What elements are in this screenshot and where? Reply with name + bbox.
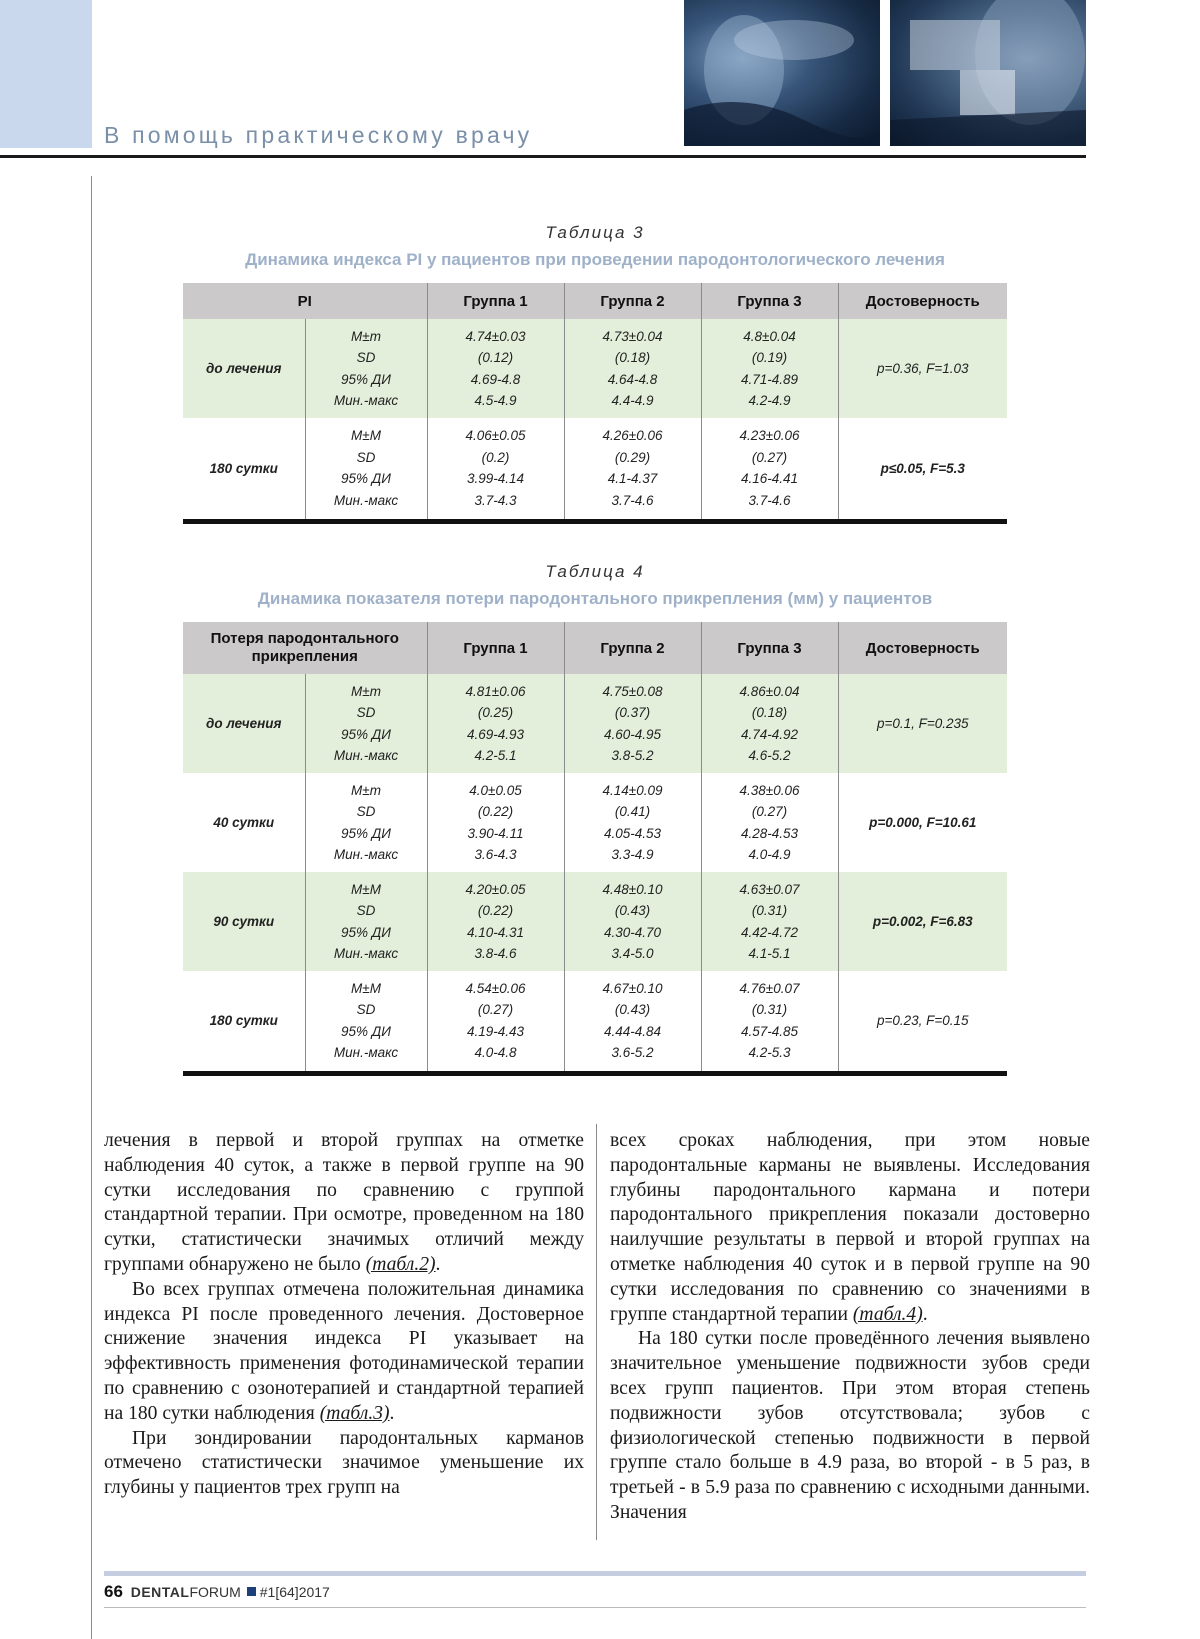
table4-title: Динамика показателя потери пародонтального прикрепления (мм) у пациентов <box>257 589 933 608</box>
stat-labels: M±m SD 95% ДИ Мин.-макс <box>305 773 427 872</box>
row-label: до лечения <box>183 319 305 418</box>
table4 <box>183 622 1007 1076</box>
table4-header-group1: Группа 1 <box>427 622 564 674</box>
issue-number: #1[64]2017 <box>259 1584 330 1600</box>
significance-value: p=0.23, F=0.15 <box>838 971 1007 1073</box>
table3-caption: Таблица 3 <box>545 223 645 242</box>
table3-header-group1: Группа 1 <box>427 283 564 319</box>
group3-values: 4.8±0.04 (0.19) 4.71-4.89 4.2-4.9 <box>701 319 838 418</box>
table-row <box>183 319 1007 418</box>
column-divider <box>596 1124 597 1540</box>
table3-header-param: PI <box>183 283 427 319</box>
group1-values: 4.81±0.06 (0.25) 4.69-4.93 4.2-5.1 <box>427 674 564 773</box>
group3-values: 4.23±0.06 (0.27) 4.16-4.41 3.7-4.6 <box>701 418 838 521</box>
header-rule <box>0 155 1086 158</box>
significance-value: p=0.36, F=1.03 <box>838 319 1007 418</box>
section-title: В помощь практическому врачу <box>104 122 533 148</box>
stat-labels: M±m SD 95% ДИ Мин.-макс <box>305 674 427 773</box>
stat-labels: M±M SD 95% ДИ Мин.-макс <box>305 971 427 1073</box>
body-column-right <box>610 1129 1090 1526</box>
table-row <box>183 773 1007 872</box>
journal-brand-bold: DENTAL <box>130 1584 190 1600</box>
table-reference-link[interactable]: (табл.4) <box>852 1303 923 1325</box>
table-row <box>183 872 1007 971</box>
table-row <box>183 674 1007 773</box>
footer-rule <box>104 1607 1086 1608</box>
group1-values: 4.0±0.05 (0.22) 3.90-4.11 3.6-4.3 <box>427 773 564 872</box>
group3-values: 4.76±0.07 (0.31) 4.57-4.85 4.2-5.3 <box>701 971 838 1073</box>
significance-value: p≤0.05, F=5.3 <box>838 418 1007 521</box>
header-photo-right <box>890 0 1086 146</box>
table4-caption: Таблица 4 <box>545 562 645 581</box>
table4-header-param: Потеря пародонтального прикрепления <box>183 622 427 674</box>
table-row <box>183 418 1007 521</box>
table4-header-row <box>183 622 1007 674</box>
paragraph: Во всех группах отмечена положительная динамика индекса PI после проведенного лечения. Достоверное снижение значения индекса PI указывает на эффективность применения фотодинамической терапии по сравнению с озонотерапией и стандартной терапией на 180 сутки наблюдения (табл.3). <box>104 1278 584 1424</box>
table3 <box>183 283 1007 524</box>
footer-band <box>104 1571 1086 1576</box>
group3-values: 4.86±0.04 (0.18) 4.74-4.92 4.6-5.2 <box>701 674 838 773</box>
group2-values: 4.48±0.10 (0.43) 4.30-4.70 3.4-5.0 <box>564 872 701 971</box>
group2-values: 4.14±0.09 (0.41) 4.05-4.53 3.3-4.9 <box>564 773 701 872</box>
group2-values: 4.73±0.04 (0.18) 4.64-4.8 4.4-4.9 <box>564 319 701 418</box>
table3-header-group3: Группа 3 <box>701 283 838 319</box>
group2-values: 4.26±0.06 (0.29) 4.1-4.37 3.7-4.6 <box>564 418 701 521</box>
left-margin-rule <box>91 176 92 1639</box>
journal-brand-regular: FORUM <box>189 1584 241 1600</box>
table3-title: Динамика индекса PI у пациентов при проведении пародонтологического лечения <box>245 250 945 269</box>
row-label: 180 сутки <box>183 971 305 1073</box>
significance-value: p=0.000, F=10.61 <box>838 773 1007 872</box>
table3-header-group2: Группа 2 <box>564 283 701 319</box>
row-label: 90 сутки <box>183 872 305 971</box>
header-photo-left <box>684 0 880 146</box>
row-label: 180 сутки <box>183 418 305 521</box>
row-label: 40 сутки <box>183 773 305 872</box>
group2-values: 4.67±0.10 (0.43) 4.44-4.84 3.6-5.2 <box>564 971 701 1073</box>
table4-header-significance: Достоверность <box>838 622 1007 674</box>
row-label: до лечения <box>183 674 305 773</box>
significance-value: p=0.1, F=0.235 <box>838 674 1007 773</box>
paragraph: На 180 сутки после проведённого лечения выявлено значительное уменьшение подвижности зубов среди всех групп пациентов. При этом вторая степень подвижности зубов отсутствовала; зубов с физиологической степенью подвижности в первой группе стало больше в 4.9 раза, во второй - в 5 раз, в третьей - в 5.9 раза по сравнению с исходными данными. Значения <box>610 1328 1090 1523</box>
paragraph: лечения в первой и второй группах на отметке наблюдения 40 суток, а также в первой группе на 90 сутки исследования по сравнению с группой стандартной терапии. При осмотре, проведенном на 180 сутки, статистически значимых отличий между группами обнаружено не было (табл.2). <box>104 1130 584 1275</box>
group3-values: 4.63±0.07 (0.31) 4.42-4.72 4.1-5.1 <box>701 872 838 971</box>
stat-labels: M±M SD 95% ДИ Мин.-макс <box>305 418 427 521</box>
table3-header-row <box>183 283 1007 319</box>
page-number: 66 <box>104 1582 123 1601</box>
paragraph: всех сроках наблюдения, при этом новые пародонтальные карманы не выявлены. Исследования глубины пародонтального кармана и потери пародонтального прикрепления показали достоверно наилучшие результаты в первой и второй группах на отметке наблюдения 40 суток и в первой группе на 90 сутки исследования по сравнению со значениями в группе стандартной терапии (табл.4). <box>610 1130 1090 1325</box>
header-color-block <box>0 0 92 148</box>
group1-values: 4.20±0.05 (0.22) 4.10-4.31 3.8-4.6 <box>427 872 564 971</box>
body-column-left <box>104 1129 584 1501</box>
stat-labels: M±M SD 95% ДИ Мин.-макс <box>305 872 427 971</box>
significance-value: p=0.002, F=6.83 <box>838 872 1007 971</box>
stat-labels: M±m SD 95% ДИ Мин.-макс <box>305 319 427 418</box>
table-row <box>183 971 1007 1073</box>
table-reference-link[interactable]: (табл.3) <box>319 1402 390 1424</box>
table-reference-link[interactable]: (табл.2) <box>365 1253 436 1275</box>
group1-values: 4.54±0.06 (0.27) 4.19-4.43 4.0-4.8 <box>427 971 564 1073</box>
table3-header-significance: Достоверность <box>838 283 1007 319</box>
footer <box>104 1582 330 1602</box>
paragraph: При зондировании пародонтальных карманов отмечено статистически значимое уменьшение их глубины у пациентов трех групп на <box>104 1427 584 1499</box>
group1-values: 4.06±0.05 (0.2) 3.99-4.14 3.7-4.3 <box>427 418 564 521</box>
table4-header-group2: Группа 2 <box>564 622 701 674</box>
group1-values: 4.74±0.03 (0.12) 4.69-4.8 4.5-4.9 <box>427 319 564 418</box>
group2-values: 4.75±0.08 (0.37) 4.60-4.95 3.8-5.2 <box>564 674 701 773</box>
square-icon <box>247 1587 256 1596</box>
group3-values: 4.38±0.06 (0.27) 4.28-4.53 4.0-4.9 <box>701 773 838 872</box>
table4-header-group3: Группа 3 <box>701 622 838 674</box>
